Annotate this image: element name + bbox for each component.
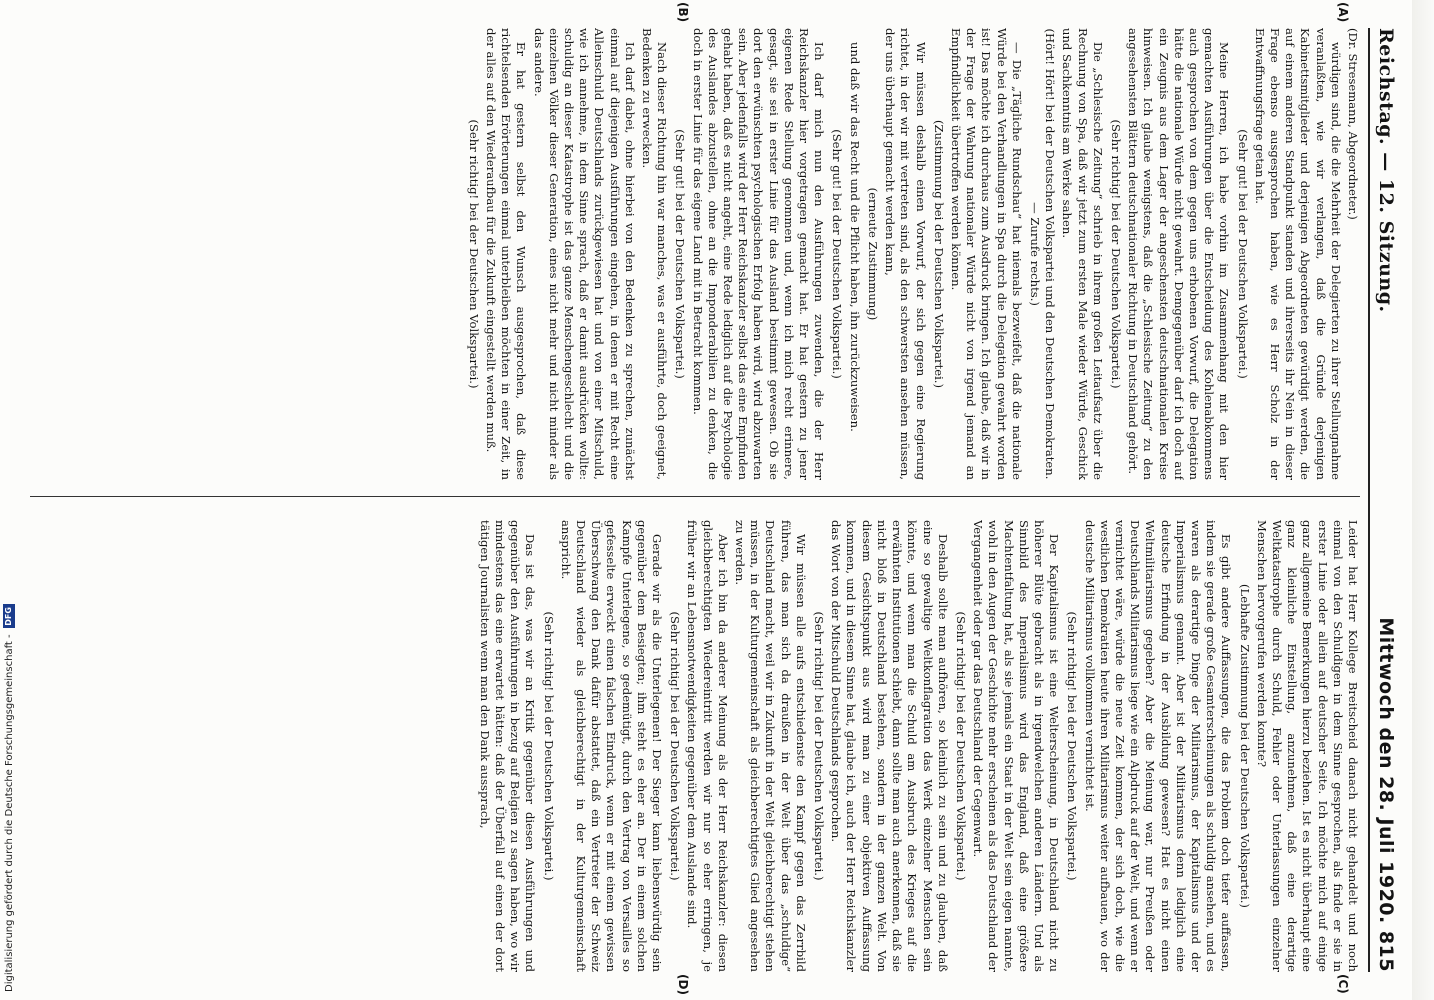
right-column-reaction: (Sehr richtig! bei der Deutschen Volkspartei.) — [953, 611, 968, 881]
left-column-paragraph: (Dr. Stresemann, Abgeordneter.) — [1346, 28, 1360, 220]
right-column-reaction: (Sehr richtig! bei der Deutschen Volkspartei.) — [812, 611, 827, 881]
left-column-reaction: (Sehr gut! bei der Deutschen Volkspartei.) — [1235, 129, 1250, 379]
right-column-paragraph: Aber ich bin da anderer Meinung als der Herr Reichskanzler: diesen gleichberechtigten Wiedereintritt werden wir nur so eher erringen, je früher wir an Lebensnotwendigkeiten gegenüber dem Auslande sind. — [685, 520, 730, 972]
left-column-reaction: (erneute Zustimmung) — [865, 187, 880, 321]
scan-edge — [1412, 0, 1434, 1000]
left-column-reaction: (Hört! Hört! bei der Deutschen Volkspartei und den Deutschen Demokraten. — Zurufe rechts.) — [1027, 28, 1058, 480]
right-column-paragraph: Es gibt andere Auffassungen, die das Problem doch tiefer auffassen, indem sie gerade große Gesamterscheinungen als schuldig ansehen, und es waren als derartige Dinge der Militarismus, der Kapitalismus und der Imperialismus genannt. Aber ist der Militarismus denn lediglich eine deutsche Erfindung in der Ausbildung gewesen? Hat es nicht einen Weltmilitarismus gegeben? Aber die Meinung war, nur Preußen oder Deutschlands Militarismus liege wie ein Alpdruck auf der Welt, und wenn er vernichtet wäre, würde die neue Zeit kommen, der sich doch, wie die westlichen Demokratien heute ihren Militarismus weiter aufbauen, wo der deutsche Militarismus vollkommen vernichtet ist. — [1082, 520, 1234, 972]
column-divider — [30, 496, 1360, 497]
left-column-reaction: (Zustimmung bei der Deutschen Volkspartei.) — [931, 119, 946, 389]
left-column-paragraph: Ich darf mich nun den Ausführungen zuwenden, die der Herr Reichskanzler hier vorgetragen gemacht hat. Er hat gestern zu jener eigenen Rede Stellung genommen und, wenn ich mich recht erinnere, gesagt, sie sei in erster Linie für das Ausland bestimmt gewesen. Ob sie dort den erwünschten psychologischen Erfolg haben wird, wird abzuwarten sein. Aber jedenfalls wird der Herr Reichskanzler selbst das eine Empfinden gehabt haben, daß es nicht angeht, eine Rede lediglich auf die Psychologie des Auslandes abzustellen, ohne an die Imponderabilien zu denken, die doch in erster Linie für das eigene Land mit in Betracht kommen. — [690, 28, 827, 480]
left-column-paragraph: Die „Schlesische Zeitung“ schrieb in ihrem großen Leitaufsatz über die Rechnung von Spa, daß wir jetzt zum ersten Male wieder Würde, Geschick und Sachkenntnis am Werke sahen. — [1060, 28, 1105, 480]
left-column-reaction: (Sehr gut! bei der Deutschen Volkspartei.) — [673, 129, 688, 379]
left-column-paragraph: Ich darf dabei, ohne hierbei von den Bedenken zu sprechen, zunächst einmal auf diejenigen Ausführungen eingehen, in denen er mit Recht eine Alleinschuld Deutschlands zurückgewiesen hat und von einer Mitschuld, wie ich annehme, in dem Sinne sprach, daß er damit ausdrücken wollte: schuldig an dieser Katastrophe ist das ganze Menschengeschlecht und die einzelnen Völker dieser Generation, eines nicht mehr und nicht minder als das andere. — [531, 28, 637, 480]
left-column-paragraph: Wir müssen deshalb einen Vorwurf, der sich gegen eine Regierung richtet, in der wir mit vertreten sind, als den schwersten ansehen müssen, der uns überhaupt gemacht werden kann, — [883, 28, 928, 480]
text-column-right — [30, 520, 1360, 972]
right-column-reaction: (Sehr richtig! bei der Deutschen Volkspartei.) — [668, 611, 683, 881]
left-column-reaction: (Sehr richtig! bei der Deutschen Volkspartei.) — [466, 119, 481, 389]
left-column-paragraph: Nach dieser Richtung hin war manches, was er ausführte, doch geeignet, Bedenken zu erwecken. — [640, 28, 670, 480]
right-column-paragraph: Wir müssen alle aufs entschiedenste den Kampf gegen das Zerrbild führen, das man sich da draußen in der Welt über das „schuldige“ Deutschland macht, weil wir in Zukunft in der Welt gleichberechtigt stehen müssen, in der Kulturgemeinschaft als gleichberechtigtes Glied angesehen zu werden. — [733, 520, 808, 972]
running-header — [1368, 28, 1402, 972]
margin-marker-c: (C) — [1336, 974, 1350, 994]
left-column-paragraph: — Die „Tägliche Rundschau“ hat niemals bezweifelt, daß die nationale Würde bei den Verhandlungen in Spa durch die Delegation gewahrt worden ist! Das möchte ich durchaus zum Ausdruck bringen. Ich glaube, daß wir in der Frage der Wahrung nationaler Würde nicht von irgend jemand an Empfindlichkeit übertroffen werden können. — [948, 28, 1024, 480]
margin-marker-a: (A) — [1336, 2, 1350, 23]
left-column-reaction: (Sehr gut! bei der Deutschen Volkspartei.) — [830, 129, 845, 379]
document-page — [10, 0, 1410, 1000]
credit-text: Digitalisierung gefördert durch die Deutsche Forschungsgemeinschaft - — [3, 634, 15, 992]
left-column-paragraph: und daß wir das Recht und die Pflicht haben, ihn zurückzuweisen. — [847, 42, 862, 432]
right-column-reaction: (Sehr richtig! bei der Deutschen Volkspartei.) — [1065, 611, 1080, 881]
header-date-page: Mittwoch den 28. Juli 1920. 815 — [1375, 617, 1397, 972]
right-column-reaction: (Sehr richtig! bei der Deutschen Volkspartei.) — [541, 611, 556, 881]
left-column-reaction: (Sehr richtig! bei der Deutschen Volkspartei.) — [1108, 119, 1123, 389]
left-column-paragraph: Er hat gestern selbst den Wunsch ausgesprochen, daß diese richtelsenden Erörterungen einmal unterbleiben möchten in einer Zeit, in der alles auf den Wiederaufbau für die Zukunft eingestellt werden muß. — [484, 28, 529, 480]
right-column-paragraph: Gerade wir als die Unterlegenen! Der Sieger kann liebenswürdig sein gegenüber dem Besiegten; ihm steht es eher an. Der in einem solchen Kampfe Unterlegene, so gedemütigt, durch den Vertrag von Versailles so gefesselte erweckt einen falschen Eindruck, wenn er mit einem gewissen Überschwang den Dank dafür abstattet, daß ein Vertreter der Schweiz Deutschland wieder als gleichberechtigt in der Kulturgemeinschaft anspricht. — [558, 520, 665, 972]
digitization-credit — [2, 92, 16, 992]
dfg-logo: DFG — [3, 604, 15, 628]
left-column-paragraph: würdigen sind, die die Mehrheit der Delegierten zu ihrer Stellungnahme veranlaßten, wie wir verlangen, daß die Gründe derjenigen Kabinettsmitglieder und derjenigen Abgeordneten gewürdigt werden, die auf einem anderen Standpunkt standen und ihrerseits ihr Nein in dieser Frage ebenso ausgesprochen haben, wie es Herr Scholz in der Entwaffnungsfrage getan hat. — [1252, 28, 1343, 480]
right-column-paragraph: Der Kapitalismus ist eine Welterscheinung, in Deutschland nicht zu höherer Blüte gebracht als in irgendwelchen anderen Ländern. Und als Sinnbild des Imperialismus wird das England, daß eine größere Machtentfaltung hat, als sie jemals ein Staat in der Welt sein eigen nannte, wohl in den Augen der Geschichte mehr erscheinen als das Deutschland der Vergangenheit oder gar das Deutschland der Gegenwart. — [971, 520, 1062, 972]
header-session: Reichstag. — 12. Sitzung. — [1375, 28, 1397, 313]
right-column-reaction: (Lebhafte Zustimmung bei der Deutschen Volkspartei.) — [1237, 584, 1252, 908]
right-column-paragraph: Das ist das, was wir an Kritik gegenüber diesen Ausführungen und gegenüber den Ausführungen in bezug auf Belgien zu sagen haben, wo wir mindestens das eine erwartet hätten: daß der Überfall auf einen der dort tätigen Journalisten wenn man den Dank aussprach, — [477, 520, 538, 972]
text-column-left — [30, 28, 1360, 480]
right-column-paragraph: Deshalb sollte man aufhören, so kleinlich zu sein und zu glauben, daß eine so gewaltige Weltkonflagration das Werk einzelner Menschen sein könnte, und wenn man die Schuld am Ausbruch des Krieges auf die erwähnten Institutionen schiebt, dann sollte man auch anerkennen, daß sie nicht bloß in Deutschland bestehen, sondern in der ganzen Welt. Von diesem Gesichtspunkt aus wird man zu einer objektiven Auffassung kommen, und in diesem Sinne hat, glaube ich, auch der Herr Reichskanzler das Wort von der Mitschuld Deutschlands gesprochen. — [829, 520, 950, 972]
margin-marker-b: (B) — [676, 2, 690, 23]
right-column-paragraph: Leider hat Herr Kollege Breitscheid danach nicht gehandelt und noch einmal von den Schuldigen in dem Sinne gesprochen, als finde er sie in erster Linie oder allein auf deutscher Seite. Ich möchte mich auf einige ganz allgemeine Bemerkungen hierzu beziehen. Ist es nicht überhaupt eine ganz kleinliche Einstellung, anzunehmen, daß eine derartige Weltkatastrophe durch Schuld, Fehler oder Unterlassungen einzelner Menschen hervorgerufen werden konnte? — [1254, 520, 1360, 972]
margin-marker-d: (D) — [676, 974, 690, 995]
left-column-paragraph: Meine Herren, ich habe vorhin im Zusammenhang mit den hier gemachten Ausführungen über die Entscheidung des Kohlenabkommens auch gesprochen von dem gegen uns erhobenen Vorwurf, die Delegation hätte die nationale Würde nicht gewahrt. Demgegenüber darf ich doch auf ein Zeugnis aus dem Lager der angeschensten deutschnationalen Kreise hinweisen. Ich glaube wenigstens, daß die „Schlesische Zeitung“ zu den angesehensten Blättern deutschnationaler Richtung in Deutschland gehört. — [1126, 28, 1232, 480]
